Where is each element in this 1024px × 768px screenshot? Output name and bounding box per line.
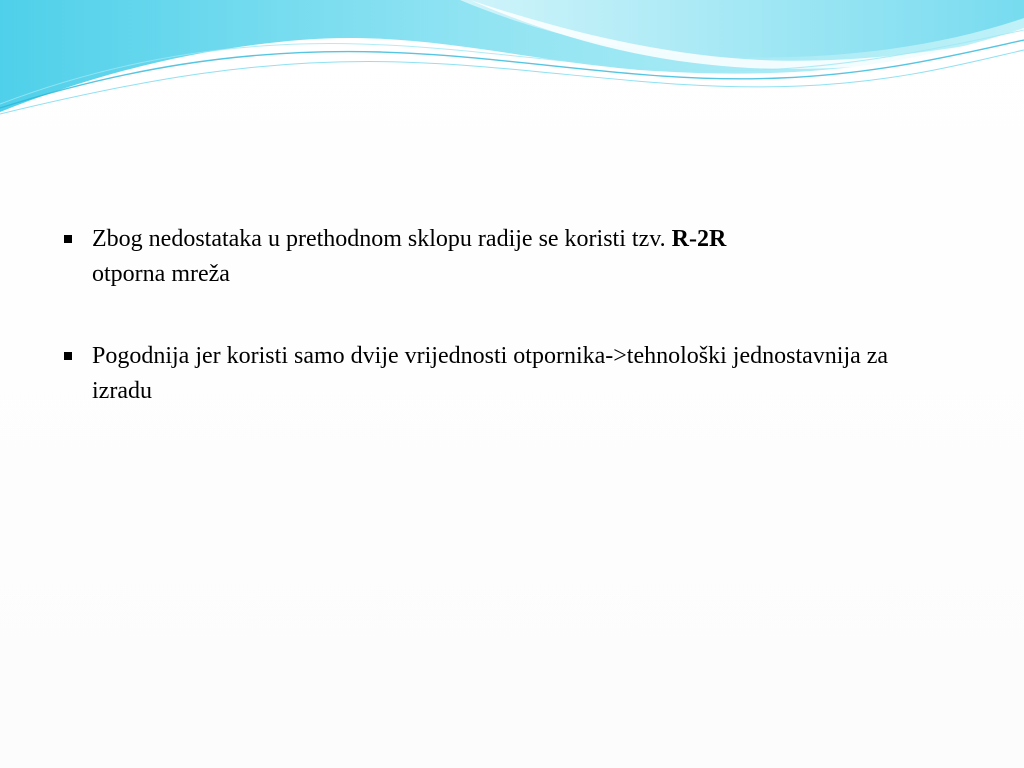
bullet-1-text-continued: otporna mreža: [92, 261, 230, 287]
slide-content: [60, 222, 940, 456]
square-bullet-icon: [64, 235, 72, 243]
decorative-wave-header: [0, 0, 1024, 130]
bullet-list: [60, 222, 940, 409]
bullet-item-1: [60, 222, 940, 292]
bullet-item-2: [60, 339, 940, 409]
square-bullet-icon: [64, 352, 72, 360]
bullet-1-bold-term: R-2R: [671, 226, 727, 252]
bullet-2-text: Pogodnija jer koristi samo dvije vrijednosti otpornika->tehnološki jednostavnija za izradu: [92, 343, 889, 404]
bullet-1-text: Zbog nedostataka u prethodnom sklopu radije se koristi tzv.: [92, 226, 666, 252]
